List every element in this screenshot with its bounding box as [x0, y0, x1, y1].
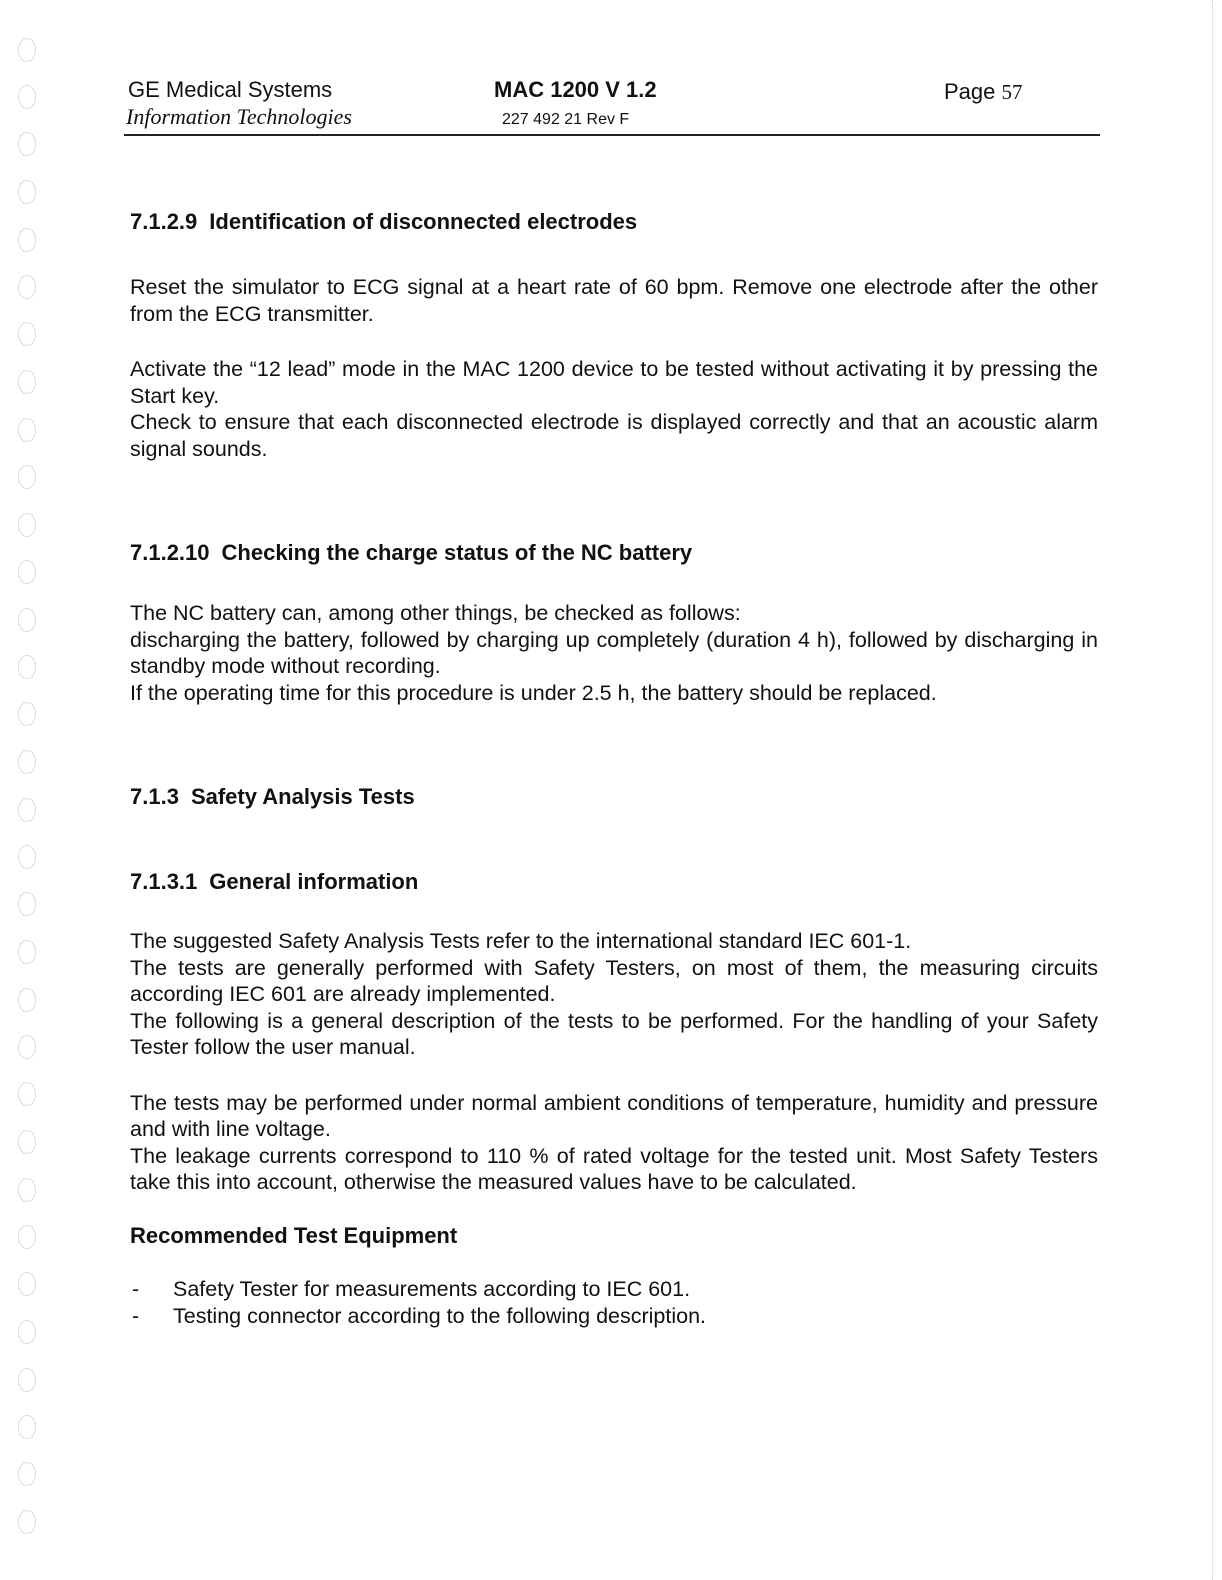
header-division: Information Technologies	[126, 104, 352, 129]
binding-hole	[18, 1225, 36, 1249]
section-title: General information	[209, 869, 419, 894]
page-content	[130, 208, 1098, 1330]
binding-hole	[18, 655, 36, 679]
page-label: Page	[944, 79, 996, 104]
section-number: 7.1.2.10	[130, 540, 210, 565]
bullet-dash: -	[132, 1303, 140, 1328]
binding-hole	[18, 370, 36, 394]
binding-hole	[18, 228, 36, 252]
binding-hole	[18, 1178, 36, 1202]
section-title: Safety Analysis Tests	[190, 784, 415, 809]
header-document-number: 227 492 21 Rev F	[502, 111, 630, 128]
binding-hole	[18, 180, 36, 204]
list-item	[130, 1276, 1098, 1303]
paragraph: Check to ensure that each disconnected electrode is displayed correctly and that an acoustic alarm signal sounds.	[130, 410, 1098, 461]
scan-edge-line	[1212, 0, 1213, 1580]
section-number: 7.1.2.9	[130, 209, 198, 234]
paragraph: The leakage currents correspond to 110 % of rated voltage for the tested unit. Most Safety Testers take this into account, otherwise the measured values have to be calculated.	[130, 1143, 1098, 1194]
list-item	[130, 1303, 1098, 1330]
binding-hole	[18, 845, 36, 869]
binding-hole	[18, 702, 36, 726]
binding-hole	[18, 418, 36, 442]
paragraph: The suggested Safety Analysis Tests refer to the international standard IEC 601-1.	[130, 929, 912, 953]
paragraph: The NC battery can, among other things, be checked as follows:	[130, 601, 741, 625]
binding-hole	[18, 275, 36, 299]
binding-hole	[18, 988, 36, 1012]
section-title: Identification of disconnected electrodes	[209, 209, 638, 234]
list-item-text: Safety Tester for measurements according to IEC 601.	[173, 1276, 691, 1301]
binding-hole	[18, 1320, 36, 1344]
section-heading-713	[130, 783, 1098, 811]
section-heading-7131	[130, 868, 1098, 896]
header-page	[944, 79, 1023, 105]
binding-hole	[18, 1415, 36, 1439]
binding-hole	[18, 560, 36, 584]
section-heading-7129	[130, 208, 1098, 236]
header-model: MAC 1200 V 1.2	[494, 77, 657, 102]
binding-holes	[18, 10, 48, 1570]
binding-hole	[18, 1130, 36, 1154]
binding-hole	[18, 322, 36, 346]
binding-hole	[18, 892, 36, 916]
binding-hole	[18, 132, 36, 156]
section-heading-71210	[130, 539, 1098, 567]
binding-hole	[18, 1035, 36, 1059]
section-title: Checking the charge status of the NC battery	[221, 540, 693, 565]
paragraph: Activate the “12 lead” mode in the MAC 1200 device to be tested without activating it by pressing the Start key.	[130, 357, 1098, 408]
binding-hole	[18, 608, 36, 632]
binding-hole	[18, 1082, 36, 1106]
section-number: 7.1.3.1	[130, 869, 198, 894]
binding-hole	[18, 1462, 36, 1486]
binding-hole	[18, 940, 36, 964]
binding-hole	[18, 798, 36, 822]
binding-hole	[18, 38, 36, 62]
binding-hole	[18, 465, 36, 489]
bullet-dash: -	[132, 1276, 140, 1301]
paragraph: The following is a general description of the tests to be performed. For the handling of your Safety Tester follow the user manual.	[130, 1008, 1098, 1059]
equipment-list	[130, 1276, 1098, 1330]
page-number: 57	[1001, 80, 1023, 104]
paragraph: discharging the battery, followed by charging up completely (duration 4 h), followed by discharging in standby mode without recording.	[130, 627, 1098, 678]
paragraph: The tests may be performed under normal ambient conditions of temperature, humidity and pressure and with line voltage.	[130, 1090, 1098, 1141]
equipment-heading: Recommended Test Equipment	[130, 1222, 458, 1248]
paragraph: If the operating time for this procedure is under 2.5 h, the battery should be replaced.	[130, 680, 937, 705]
binding-hole	[18, 750, 36, 774]
header-company: GE Medical Systems	[128, 77, 333, 102]
section-number: 7.1.3	[130, 784, 179, 809]
header-rule	[124, 134, 1100, 136]
binding-hole	[18, 1510, 36, 1534]
binding-hole	[18, 513, 36, 537]
binding-hole	[18, 1272, 36, 1296]
list-item-text: Testing connector according to the following description.	[173, 1303, 707, 1328]
paragraph: Reset the simulator to ECG signal at a heart rate of 60 bpm. Remove one electrode after the other from the ECG transmitter.	[130, 275, 1098, 326]
paragraph: The tests are generally performed with Safety Testers, on most of them, the measuring circuits according IEC 601 are already implemented.	[130, 955, 1098, 1006]
binding-hole	[18, 1368, 36, 1392]
binding-hole	[18, 85, 36, 109]
